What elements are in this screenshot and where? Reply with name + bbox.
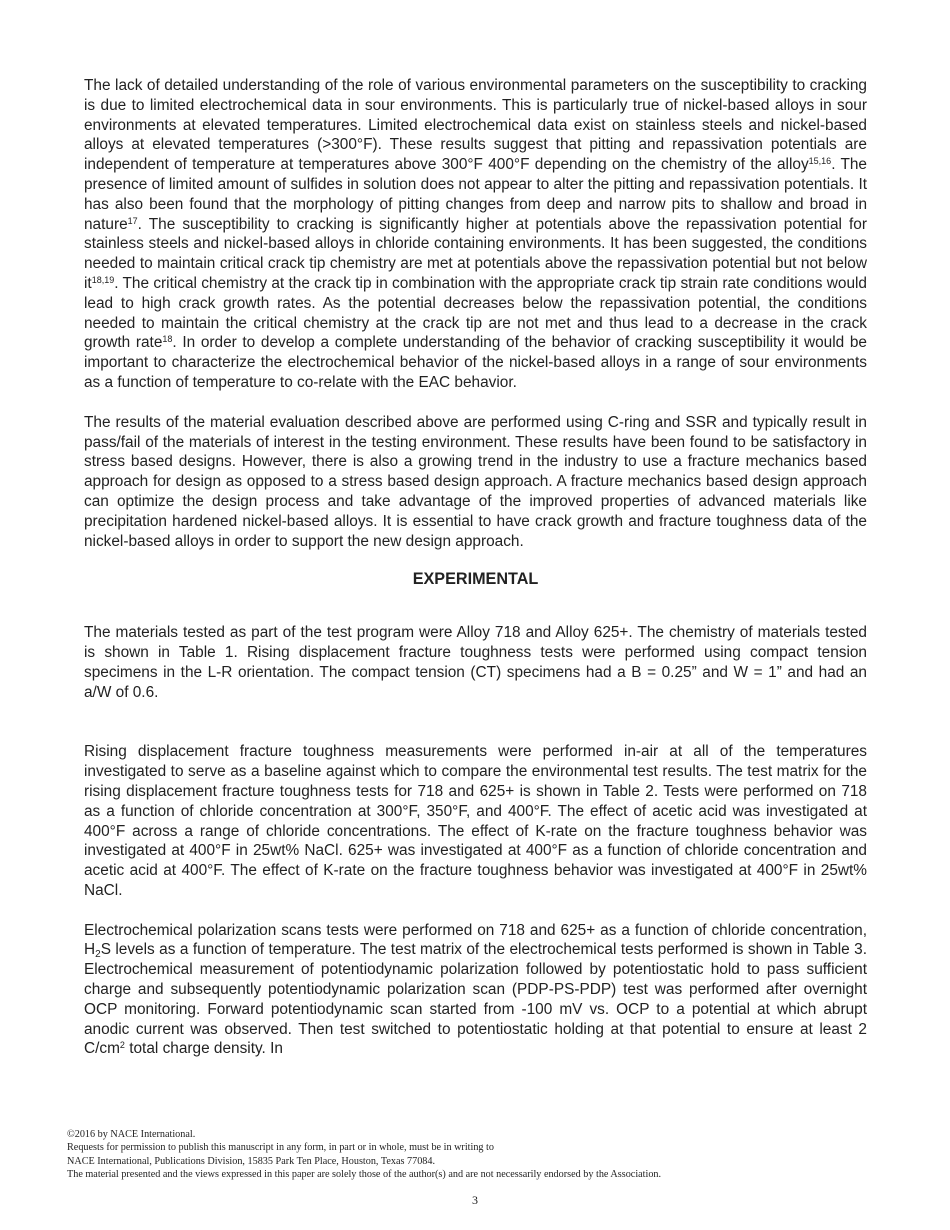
paragraph-material-evaluation: The results of the material evaluation described above are performed using C-ring and SSR and typically result in pass/fail of the materials of interest in the testing environment. These results have been found to be satisfactory in stress based designs. However, there is also a growing trend in the industry to use a fracture mechanics based approach for design as opposed to a stress based design approach. A fracture mechanics based design approach can optimize the design process and take advantage of the improved properties of advanced materials like precipitation hardened nickel-based alloys. It is essential to have crack growth and fracture toughness data of the nickel-based alloys in order to support the new design approach.: [84, 413, 867, 550]
citation-15-16: 15,16: [808, 156, 832, 167]
cm2-superscript: 2: [119, 1040, 125, 1051]
citation-18: 18: [162, 334, 173, 345]
p1-text-b: . The presence of limited amount of sulfides in solution does not appear to alter the pitting and repassivation potentials. It has also been found that the morphology of pitting changes from deep and narrow pits to shallow and broad in nature: [84, 156, 867, 233]
page-number: 3: [472, 1193, 478, 1207]
p1-text-a: The lack of detailed understanding of the role of various environmental parameters on the susceptibility to cracking is due to limited electrochemical data in sour environments. This is particularly true of nickel-based alloys in sour environments at elevated temperatures. Limited electrochemical data exist on stainless steels and nickel-based alloys at elevated temperatures (>300°F). These results suggest that pitting and repassivation potentials are independent of temperature at temperatures above 300°F 400°F depending on the chemistry of the alloy: [84, 77, 867, 174]
p1-text-c: . The susceptibility to cracking is significantly higher at potentials above the repassivation potential for stainless steels and nickel-based alloys in chloride containing environments. It has been suggested, the conditions needed to maintain critical crack tip chemistry are met at potentials above the repassivation potential but not below it: [84, 215, 867, 292]
footer-disclaimer: The material presented and the views expressed in this paper are solely those of the author(s) and are not necessarily endorsed by the Association.: [67, 1168, 662, 1180]
p1-text-d: . The critical chemistry at the crack tip in combination with the appropriate crack tip strain rate conditions would lead to high crack growth rates. As the potential decreases below the repassivation potential, the conditions needed to maintain the critical chemistry at the crack tip are not met and thus lead to a decrease in the crack growth rate: [84, 274, 867, 352]
p5-text-a: Electrochemical polarization scans tests were performed on 718 and 625+ as a function of chloride concentration, H: [84, 921, 867, 959]
footer-copyright: ©2016 by NACE International.: [67, 1129, 196, 1140]
p1-text-e: . In order to develop a complete understanding of the behavior of cracking susceptibility it would be important to characterize the electrochemical behavior of the nickel-based alloys in a range of sour environments as a function of temperature to co-relate with the EAC behavior.: [84, 334, 867, 391]
paragraph-materials-tested: The materials tested as part of the test program were Alloy 718 and Alloy 625+. The chemistry of materials tested is shown in Table 1. Rising displacement fracture toughness tests were performed using compact tension specimens in the L-R orientation. The compact tension (CT) specimens had a B = 0.25” and W = 1” and had an a/W of 0.6.: [84, 624, 867, 701]
copyright-footer: [67, 1128, 887, 1181]
paragraph-rising-displacement: Rising displacement fracture toughness measurements were performed in-air at all of the temperatures investigated to serve as a baseline against which to compare the environmental test results. The test matrix for the rising displacement fracture toughness tests for 718 and 625+ is shown in Table 2. Tests were performed on 718 as a function of chloride concentration at 300°F, 350°F, and 400°F. The effect of acetic acid was investigated at 400°F across a range of chloride concentrations. The effect of K-rate on the fracture toughness behavior was investigated at 400°F in 25wt% NaCl. 625+ was investigated at 400°F as a function of chloride concentration and acetic acid at 400°F. The effect of K-rate on the fracture toughness behavior was investigated at 400°F in 25wt% NaCl.: [84, 743, 867, 899]
citation-18-19: 18,19: [91, 274, 115, 285]
footer-permissions: Requests for permission to publish this manuscript in any form, in part or in whole, must be in writing to: [67, 1142, 494, 1154]
p5-text-c: total charge density. In: [124, 1040, 283, 1058]
section-heading-experimental: EXPERIMENTAL: [412, 570, 539, 589]
p5-text-b: S levels as a function of temperature. The test matrix of the electrochemical tests performed is shown in Table 3. Electrochemical measurement of potentiodynamic polarization followed by potentiostatic hold to pass sufficient charge and subsequently potentiodynamic polarization scan (PDP-PS-PDP) test was performed after overnight OCP monitoring. Forward potentiodynamic scan started from -100 mV vs. OCP to a potential at which abrupt anodic current was observed. Then test switched to potentiostatic holding at that potential to ensure at least 2 C/cm: [84, 941, 867, 1058]
citation-17: 17: [127, 215, 138, 226]
paper-body: [84, 76, 867, 1059]
footer-address: NACE International, Publications Division, 15835 Park Ten Place, Houston, Texas 77084.: [67, 1155, 436, 1167]
paragraph-electrochemical: [84, 921, 867, 1060]
paragraph-background: [84, 76, 867, 393]
h2s-subscript: 2: [95, 949, 101, 961]
